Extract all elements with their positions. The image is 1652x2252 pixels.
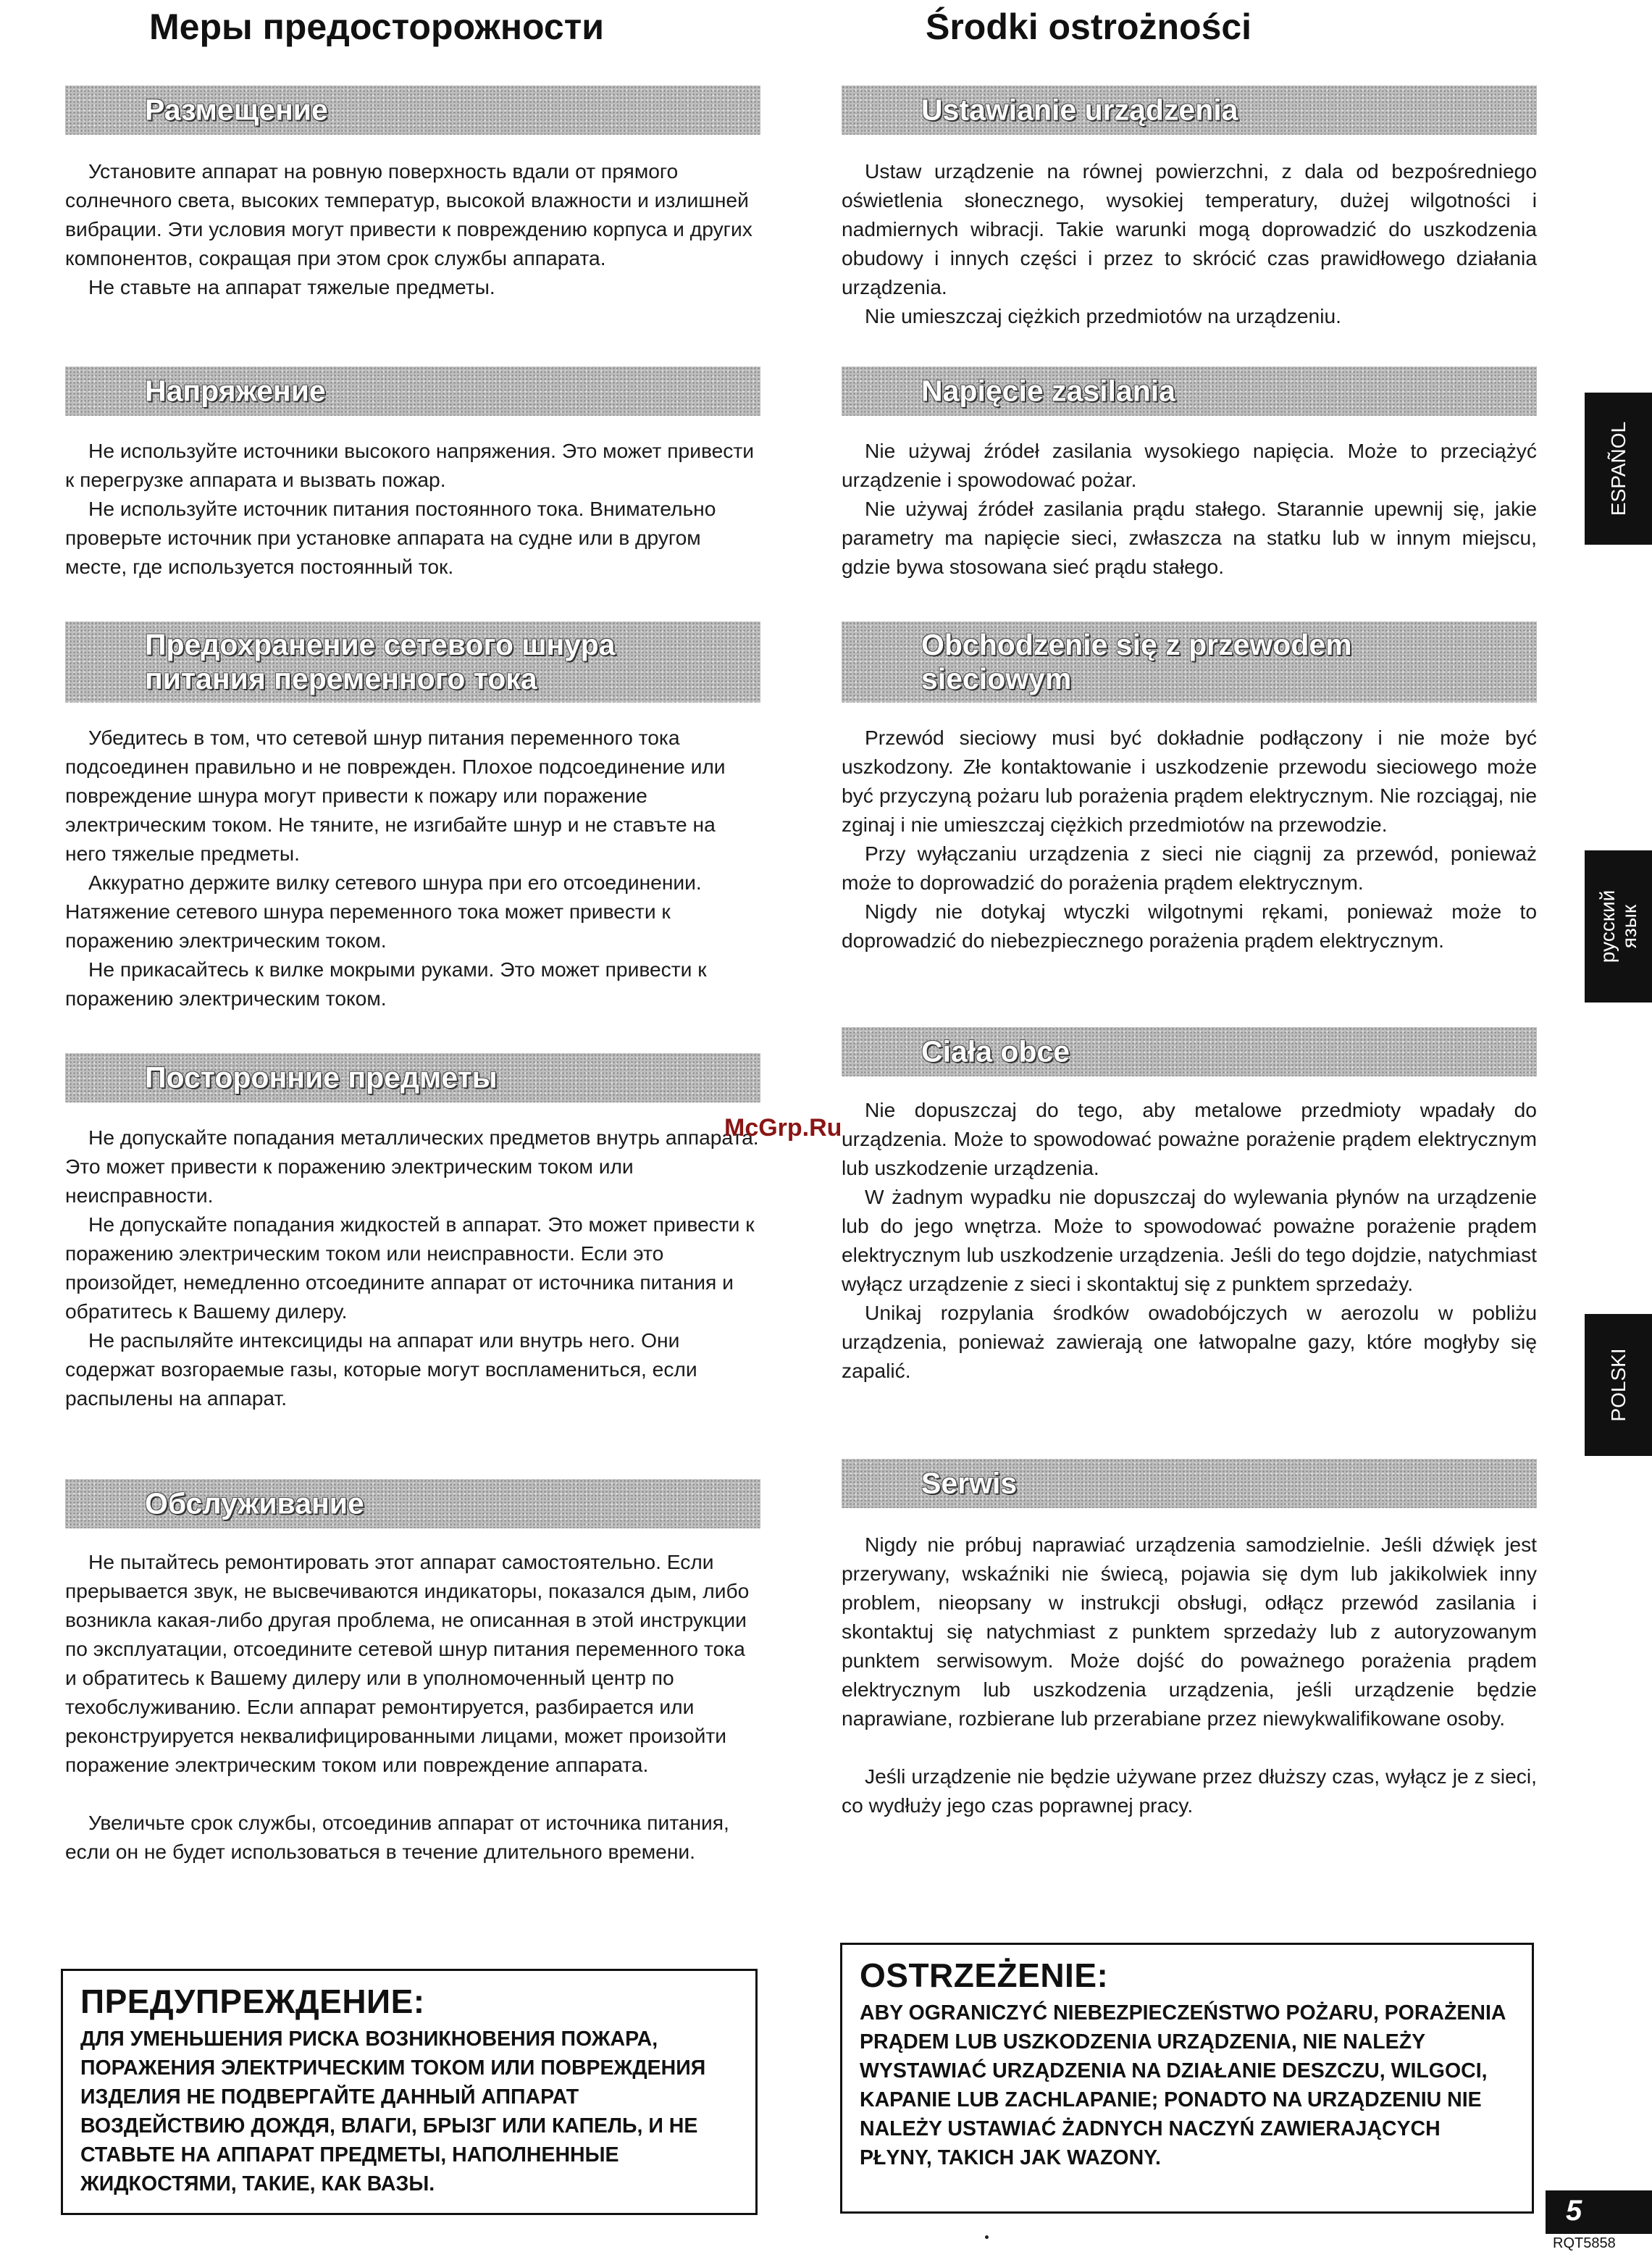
section-title: Ustawianie urządzenia xyxy=(921,93,1238,127)
section-title: Napięcie zasilania xyxy=(921,374,1175,408)
paragraph: Не ставьте на аппарат тяжелые предметы. xyxy=(88,275,495,298)
print-dot xyxy=(985,2235,989,2239)
section-body-power-cord xyxy=(65,723,760,1013)
section-body-placement xyxy=(842,156,1537,330)
paragraph: Nie używaj źródeł zasilania prądu stałego. Starannie upewnij się, jakie parametry ma napięcie sieci, zwłaszcza na statku lub w innym miejscu, gdzie bywa stosowana sieć prądu stałego. xyxy=(842,497,1537,578)
section-title: Предохранение сетевого шнура питания переменного тока xyxy=(145,628,616,695)
section-body-power-cord xyxy=(842,723,1537,955)
section-heading-voltage xyxy=(65,367,760,416)
language-tab-label-line: язык xyxy=(1617,904,1640,949)
paragraph: Не используйте источник питания постоянного тока. Внимательно проверьте источник при установке аппарата на судне или в другом месте, где используется постоянный ток. xyxy=(65,497,716,578)
paragraph: Не распыляйте интексициды на аппарат или внутрь него. Они содержат возгораемые газы, которые могут воспламениться, если распылены на аппарат. xyxy=(65,1328,697,1410)
section-title: Serwis xyxy=(921,1466,1018,1500)
model-code: RQT5858 xyxy=(1553,2235,1616,2251)
section-title: Обслуживание xyxy=(145,1486,364,1520)
warning-title: ПРЕДУПРЕЖДЕНИЕ: xyxy=(80,1983,425,2020)
section-heading-foreign-objects xyxy=(65,1053,760,1102)
section-title: Размещение xyxy=(145,93,328,127)
section-title: Obchodzenie się z przewodem sieciowym xyxy=(921,628,1352,695)
paragraph: Nigdy nie próbuj naprawiać urządzenia samodzielnie. Jeśli dźwięk jest przerywany, wskaźniki nie świecą, pojawia się dym lub jakikolwiek inny problem, nieopsany w instrukcji obsługi, odłącz przewód zasilania i skontaktuj się natychmiast z punktem sprzedaży lub z autoryzowanym punktem serwisowym. Może dojść do poważnego porażenia prądem elektrycznym lub uszkodzenia urządzenia, jeśli urządzenie będzie naprawiane, rozbierane lub przerabiane przez niewykwalifikowane osoby. xyxy=(842,1533,1537,1730)
section-body-foreign-objects xyxy=(842,1095,1537,1385)
language-tab-label: ESPAÑOL xyxy=(1606,421,1630,516)
watermark: McGrp.Ru xyxy=(724,1114,842,1142)
section-heading-service xyxy=(65,1479,760,1528)
page-title-russian: Меры предосторожности xyxy=(149,7,604,47)
paragraph: Аккуратно держите вилку сетевого шнура при его отсоединении. Натяжение сетевого шнура переменного тока может привести к поражению электрическим током. xyxy=(65,871,702,952)
section-heading-power-cord xyxy=(842,621,1537,703)
paragraph: Не используйте источники высокого напряжения. Это может привести к перегрузке аппарата и вызвать пожар. xyxy=(65,439,755,491)
paragraph: Nie używaj źródeł zasilania wysokiego napięcia. Może to przeciążyć urządzenie i spowodować pożar. xyxy=(842,439,1537,491)
paragraph: Przy wyłączaniu urządzenia z sieci nie ciągnij za przewód, ponieważ może to doprowadzić do porażenia prądem elektrycznym. xyxy=(842,842,1537,894)
language-tab-label: POLSKI xyxy=(1606,1348,1630,1422)
section-body-service xyxy=(65,1547,760,1866)
language-tab-polski[interactable] xyxy=(1585,1314,1652,1456)
section-title: Посторонние предметы xyxy=(145,1060,498,1094)
page-number-badge xyxy=(1546,2190,1652,2234)
paragraph: Przewód sieciowy musi być dokładnie podłączony i nie może być uszkodzony. Złe kontaktowanie i uszkodzenie przewodu sieciowego może być przyczyną pożaru lub porażenia prądem elektrycznym. Nie rozciągaj, nie zginaj i nie umieszczaj ciężkich przedmiotów na przewodzie. xyxy=(842,726,1537,836)
paragraph: Unikaj rozpylania środków owadobójczych w aerozolu w pobliżu urządzenia, ponieważ zawierają one łatwopalne gazy, które mogłyby się zapalić. xyxy=(842,1301,1537,1382)
language-tab-label-line: русский xyxy=(1596,890,1619,963)
warning-body: ABY OGRANICZYĆ NIEBEZPIECZEŃSTWO POŻARU, PORAŻENIA PRĄDEM LUB USZKODZENIA URZĄDZENIA, NIE NALEŻY WYSTAWIAĆ URZĄDZENIA NA DZIAŁANIE DESZCZU, WILGOCI, KAPANIE LUB ZACHLAPANIE; PONADTO NA URZĄDZENIU NIE NALEŻY USTAWIAĆ ŻADNYCH NACZYŃ ZAWIERAJĄCYCH PŁYNY, TAKICH JAK WAZONY. xyxy=(860,2001,1506,2169)
page-number: 5 xyxy=(1566,2195,1582,2227)
section-body-service xyxy=(842,1530,1537,1820)
paragraph: Увеличьте срок службы, отсоединив аппарат от источника питания, если он не будет использоваться в течение длительного времени. xyxy=(65,1811,729,1863)
paragraph: Ustaw urządzenie na równej powierzchni, z dala od bezpośredniego oświetlenia słonecznego, wysokiej temperatury, dużej wilgotności i nadmiernych wibracji. Takie warunki mogą doprowadzić do uszkodzenia obudowy i innych części i przez to skrócić czas prawidłowego działania urządzenia. xyxy=(842,159,1537,298)
section-body-voltage xyxy=(842,436,1537,581)
section-heading-placement xyxy=(842,85,1537,135)
section-heading-service xyxy=(842,1459,1537,1508)
paragraph: Jeśli urządzenie nie będzie używane przez dłuższy czas, wyłącz je z sieci, co wydłuży jego czas poprawnej pracy. xyxy=(842,1765,1537,1817)
section-title: Ciała obce xyxy=(921,1034,1070,1068)
warning-body: ДЛЯ УМЕНЬШЕНИЯ РИСКА ВОЗНИКНОВЕНИЯ ПОЖАРА, ПОРАЖЕНИЯ ЭЛЕКТРИЧЕСКИМ ТОКОМ ИЛИ ПОВРЕЖДЕНИЯ ИЗДЕЛИЯ НЕ ПОДВЕРГАЙТЕ ДАННЫЙ АППАРАТ ВОЗДЕЙСТВИЮ ДОЖДЯ, ВЛАГИ, БРЫЗГ ИЛИ КАПЕЛЬ, И НЕ СТАВЬТЕ НА АППАРАТ ПРЕДМЕТЫ, НАПОЛНЕННЫЕ ЖИДКОСТЯМИ, ТАКИЕ, КАК ВАЗЫ. xyxy=(80,2027,706,2196)
section-title: Напряжение xyxy=(145,374,326,408)
language-tab-label xyxy=(1597,890,1640,963)
paragraph: Не пытайтесь ремонтировать этот аппарат самостоятельно. Если прерывается звук, не высвечиваются индикаторы, показался дым, либо возникла какая-либо другая проблема, не описанная в этой инструкции по эксплуатации, отсоедините сетевой шнур питания переменного тока и обратитесь к Вашему дилеру или в уполномоченный центр по техобслуживанию. Если аппарат ремонтируется, разбирается или реконструируется неквалифицированными лицами, может произойти поражение электрическим током или повреждение аппарата. xyxy=(65,1550,750,1776)
section-heading-voltage xyxy=(842,367,1537,416)
paragraph: Nie umieszczaj ciężkich przedmiotów na urządzeniu. xyxy=(865,304,1341,327)
paragraph: Убедитесь в том, что сетевой шнур питания переменного тока подсоединен правильно и не поврежден. Плохое подсоединение или повреждение шнура могут привести к пожару или поражение электрическим током. Не тяните, не изгибайте шнур и не ставъте на него тяжелые предметы. xyxy=(65,726,726,865)
paragraph: Nigdy nie dotykaj wtyczki wilgotnymi rękami, ponieważ może to doprowadzić do niebezpiecznego porażenia prądem elektrycznym. xyxy=(842,900,1537,952)
paragraph: Nie dopuszczaj do tego, aby metalowe przedmioty wpadały do urządzenia. Może to spowodować poważne porażenie prądem elektrycznym lub uszkodzenie urządzenia. xyxy=(842,1098,1537,1179)
section-body-placement xyxy=(65,156,760,301)
section-heading-foreign-objects xyxy=(842,1027,1537,1076)
warning-title: OSTRZEŻENIE: xyxy=(860,1956,1109,1994)
paragraph: W żadnym wypadku nie dopuszczaj do wylewania płynów na urządzenie lub do jego wnętrza. Może to spowodować poważne porażenie prądem elektrycznym lub uszkodzenie urządzenia. Jeśli do tego dojdzie, natychmiast wyłącz urządzenie z sieci i skontaktuj się z punktem sprzedaży. xyxy=(842,1185,1537,1295)
paragraph: Не допускайте попадания жидкостей в аппарат. Это может привести к поражению электрическим током или неисправности. Если это произойдет, немедленно отсоедините аппарат от источника питания и обратитесь к Вашему дилеру. xyxy=(65,1213,755,1323)
language-tab-espanol[interactable] xyxy=(1585,393,1652,545)
language-tab-russian[interactable] xyxy=(1585,850,1652,1002)
warning-box-russian xyxy=(61,1969,758,2215)
section-heading-power-cord xyxy=(65,621,760,703)
paragraph: Не прикасайтесь к вилке мокрыми руками. Это может привести к поражению электрическим током. xyxy=(65,958,707,1010)
section-heading-placement xyxy=(65,85,760,135)
warning-box-polish xyxy=(840,1943,1534,2214)
section-body-voltage xyxy=(65,436,760,581)
page-title-polish: Środki ostrożności xyxy=(926,7,1252,47)
paragraph: Установите аппарат на ровную поверхность вдали от прямого солнечного света, высоких температур, высокой влажности и излишней вибрации. Эти условия могут привести к повреждению корпуса и других компонентов, сокращая при этом срок службы аппарата. xyxy=(65,159,752,269)
section-body-foreign-objects xyxy=(65,1123,760,1412)
paragraph: Не допускайте попадания металлических предметов внутрь аппарата. Это может привести к поражению электрическим током или неисправности. xyxy=(65,1126,759,1207)
